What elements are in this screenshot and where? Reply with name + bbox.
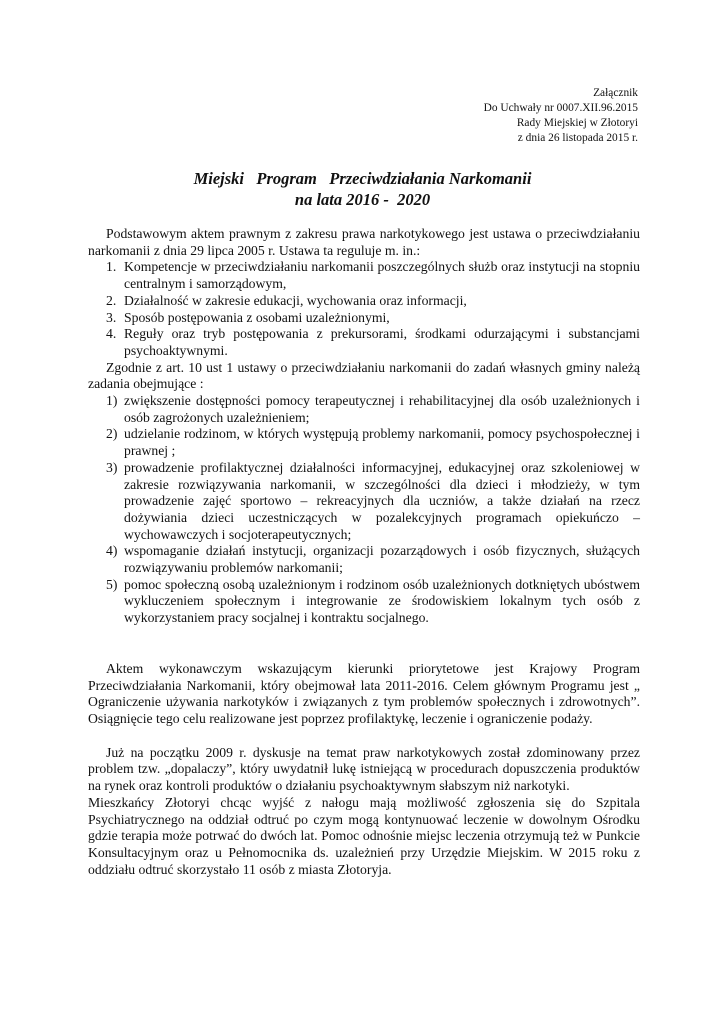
list-item-number: 2.	[106, 292, 117, 308]
legal-highs-paragraph: Już na początku 2009 r. dyskusje na temat praw narkotykowych został zdominowany przez problem tzw. „dopalaczy”, który uwydatnił lukę istniejącą w procedurach dopuszczenia produktów na rynek oraz kontroli produktów o działaniu psychoaktywnym słabszym niż narkotyki.	[88, 744, 640, 794]
list-item	[88, 460, 640, 544]
regulation-list	[88, 259, 640, 359]
document-body	[88, 226, 640, 878]
list-item	[88, 326, 640, 359]
list-item-number: 4)	[106, 543, 118, 559]
list-item	[88, 259, 640, 292]
list-item	[88, 293, 640, 310]
list-item-text: Sposób postępowania z osobami uzależnionymi,	[124, 309, 390, 325]
spacer	[88, 644, 640, 661]
header-line-4: z dnia 26 listopada 2015 r.	[517, 132, 638, 144]
document-title	[0, 168, 725, 210]
title-line-2: na lata 2016 - 2020	[294, 190, 431, 209]
list-item-text: udzielanie rodzinom, w których występują problemy narkomanii, pomocy psychospołecznej i prawnej ;	[124, 426, 640, 459]
list-item-text: wspomaganie działań instytucji, organizacji pozarządowych i osób fizycznych, służących rozwiązywaniu problemów narkomanii;	[124, 543, 640, 576]
national-program-paragraph: Aktem wykonawczym wskazującym kierunki priorytetowe jest Krajowy Program Przeciwdziałania Narkomanii, który obejmował lata 2011-2016. Celem głównym Programu jest „ Ograniczenie używania narkotyków i związanych z tym problemów społecznych i zdrowotnych”. Osiągnięcie tego celu realizowane jest poprzez profilaktykę, leczenie i ograniczenie podaży.	[88, 660, 640, 726]
spacer	[88, 728, 640, 745]
list-item	[88, 543, 640, 576]
title-line-1: Miejski Program Przeciwdziałania Narkomanii	[193, 169, 532, 188]
list-item-text: Działalność w zakresie edukacji, wychowania oraz informacji,	[124, 292, 467, 308]
list-item-text: Kompetencje w przeciwdziałaniu narkomanii poszczególnych służb oraz instytucji na stopniu centralnym i samorządowym,	[124, 259, 640, 292]
treatment-paragraph: Mieszkańcy Złotoryi chcąc wyjść z nałogu mają możliwość zgłoszenia się do Szpitala Psychiatrycznego na oddział odtruć po czym mogą kontynuować leczenie w dowolnym Ośrodku gdzie terapia może potrwać do dwóch lat. Pomoc odnośnie miejsc leczenia otrzymują też w Punkcie Konsultacyjnym oraz u Pełnomocnika ds. uzależnień przy Urzędzie Miejskim. W 2015 roku z oddziału odtruć skorzystało 11 osób z miasta Złotoryja.	[88, 794, 640, 877]
list-item	[88, 310, 640, 327]
list-item	[88, 577, 640, 627]
list-item	[88, 426, 640, 459]
list-item-number: 3)	[106, 459, 118, 475]
list-item-text: zwiększenie dostępności pomocy terapeutycznej i rehabilitacyjnej dla osób uzależnionych i osób zagrożonych uzależnieniem;	[124, 393, 640, 425]
header-line-1: Załącznik	[593, 87, 638, 99]
list-item-number: 1)	[106, 393, 118, 409]
list-item-number: 2)	[106, 426, 118, 442]
list-item-number: 3.	[106, 309, 117, 325]
list-item-number: 4.	[106, 326, 117, 342]
header-line-3: Rady Miejskiej w Złotoryi	[516, 117, 638, 129]
tasks-paragraph: Zgodnie z art. 10 ust 1 ustawy o przeciwdziałaniu narkomanii do zadań własnych gminy należą zadania obejmujące :	[88, 359, 640, 392]
spacer	[88, 627, 640, 644]
tasks-list	[88, 393, 640, 627]
intro-paragraph: Podstawowym aktem prawnym z zakresu prawa narkotykowego jest ustawa o przeciwdziałaniu narkomanii z dnia 29 lipca 2005 r. Ustawa ta reguluje m. in.:	[88, 226, 640, 258]
list-item	[88, 393, 640, 426]
attachment-header	[484, 86, 638, 146]
list-item-text: prowadzenie profilaktycznej działalności informacyjnej, edukacyjnej oraz szkoleniowej w zakresie rozwiązywania narkomanii, w szczególności dla dzieci i młodzieży, w tym prowadzenie zajęć sportowo – rekreacyjnych dla uczniów, a także działań na rzecz dożywiania dzieci uczestniczących w pozalekcyjnych programach opiekuńczo – wychowawczych i socjoterapeutycznych;	[124, 459, 640, 542]
list-item-number: 1.	[106, 259, 117, 275]
header-line-2: Do Uchwały nr 0007.XII.96.2015	[483, 102, 638, 114]
list-item-text: Reguły oraz tryb postępowania z prekursorami, środkami odurzającymi i substancjami psychoaktywnymi.	[124, 326, 640, 358]
list-item-text: pomoc społeczną osobą uzależnionym i rodzinom osób uzależnionych dotkniętych ubóstwem wykluczeniem społecznym i integrowanie ze środowiskiem lokalnym tych osób z wykorzystaniem pracy socjalnej i kontraktu socjalnego.	[124, 576, 640, 626]
list-item-number: 5)	[106, 576, 118, 592]
